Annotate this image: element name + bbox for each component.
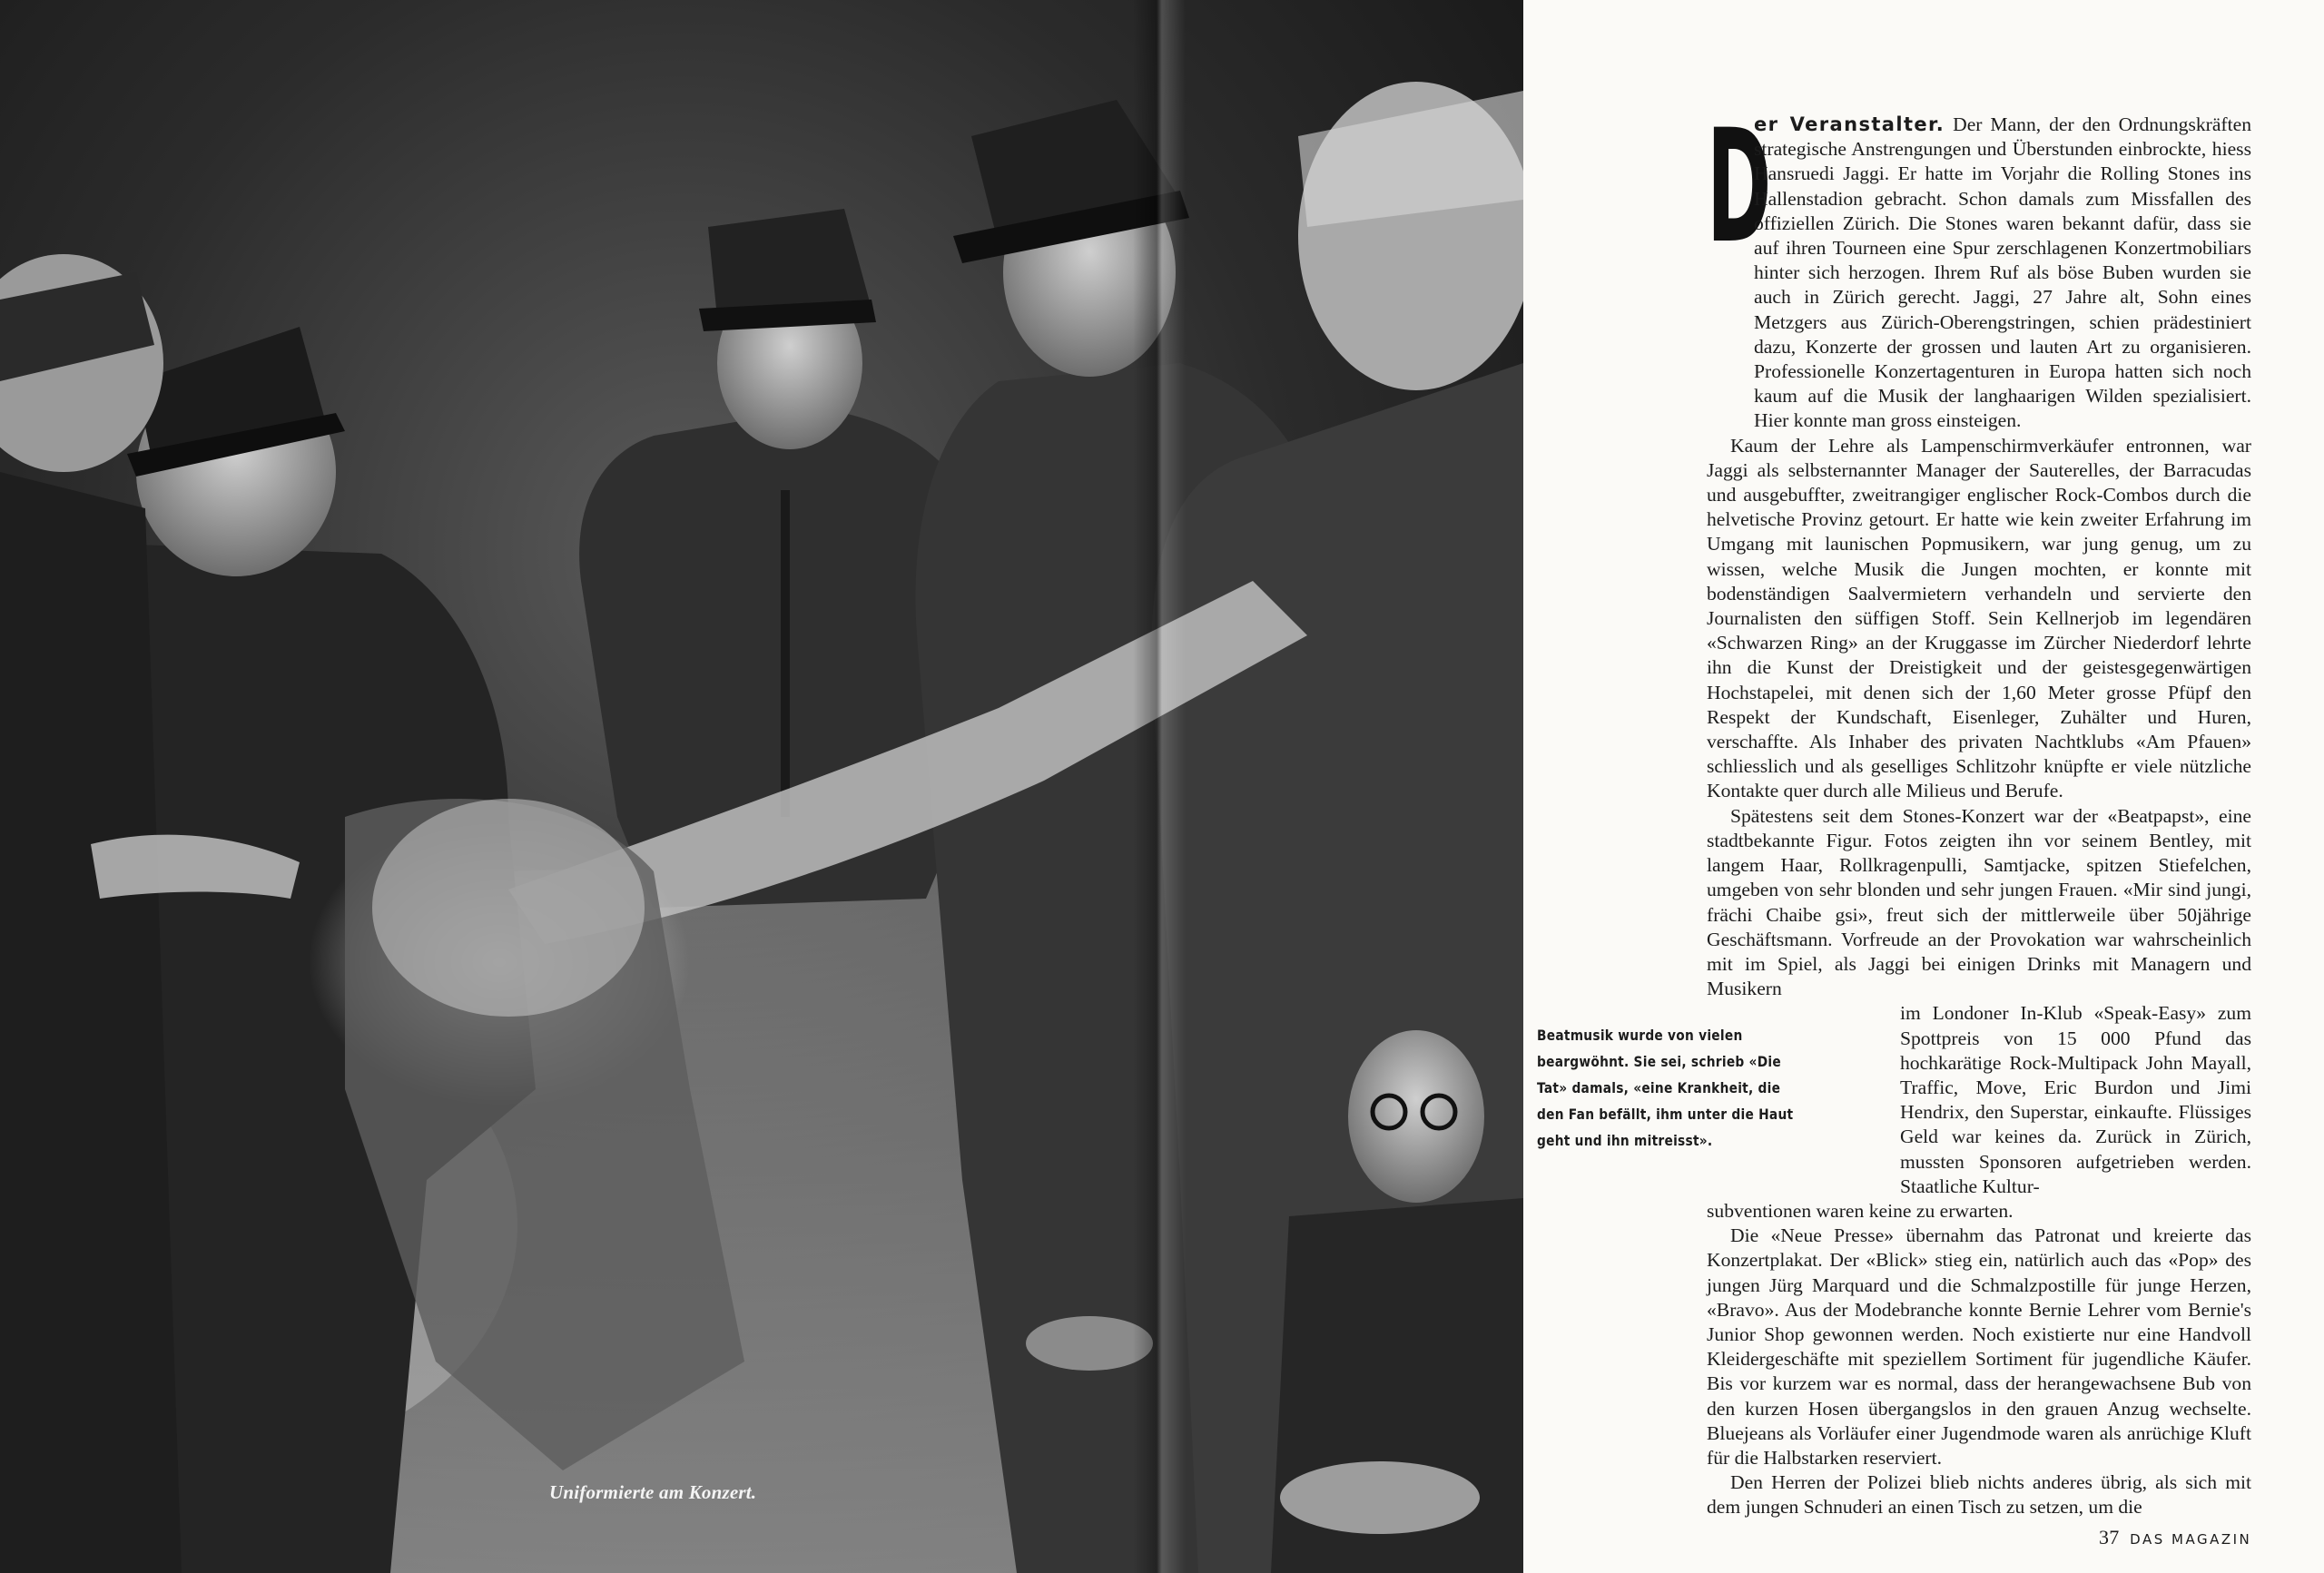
page-footer: [2099, 1526, 2251, 1549]
magazine-name: DAS MAGAZIN: [2130, 1531, 2252, 1548]
article-paragraph: Spätestens seit dem Stones-Konzert war der «Beatpapst», eine stadtbekannte Figur. Fotos zeigten ihn vor seinem Bentley, mit langem Haar, Rollkragenpulli, Samtjacke, spitzen Stiefelchen, umgeben von sehr blonden und sehr jungen Frauen. «Mir sind jungi, frächi Chaibe gsi», freut sich der mittlerweile über 50jährige Geschäftsmann. Vorfreude an der Provokation war wahrscheinlich mit im Spiel, als Jaggi bei einigen Drinks mit Managern und Musikern: [1707, 804, 2251, 1000]
article-paragraph: Die «Neue Presse» übernahm das Patronat und kreierte das Konzertplakat. Der «Blick» stieg ein, natürlich auch das «Pop» des jungen Jürg Marquard und die Schmalzpostille für junge Herzen, «Bravo». Aus der Modebranche konnte Bernie Lehrer vom Bernie's Junior Shop gewonnen werden. Noch existierte nur eine Handvoll Kleidergeschäfte mit speziellem Sortiment für jugendliche Käufer. Bis vor kurzem war es normal, dass der herangewachsene Bub von den kurzen Hosen übergangslos in den grauen Anzug wechselte. Bluejeans als Vorläufer einer Jugendmode waren als anrüchige Kluft für die Halbstarken reserviert.: [1707, 1224, 2251, 1469]
article-paragraph: Den Herren der Polizei blieb nichts anderes übrig, als sich mit dem jungen Schnuderi an einen Tisch zu setzen, um die: [1707, 1471, 2251, 1519]
side-caption: Beatmusik wurde von vielen beargwöhnt. Sie sei, schrieb «Die Tat» damals, «eine Krankheit, die den Fan befällt, ihm unter die Haut geht und ihn mitreisst».: [1537, 1027, 1794, 1149]
article-paragraph-indented: im Londoner In-Klub «Speak-Easy» zum Spottpreis von 15 000 Pfund das hochkarätige Rock-Multipack John Mayall, Traffic, Move, Eric Burdon und Jimi Hendrix, den Superstar, einkaufte. Flüssiges Geld war keines da. Zurück in Zürich, mussten Sponsoren aufgetrieben werden. Staatliche Kultur-: [1900, 1002, 2251, 1197]
article-body: [1707, 95, 2251, 1520]
page-gutter: [1133, 0, 1186, 1573]
article-paragraph: Kaum der Lehre als Lampenschirmverkäufer entronnen, war Jaggi als selbsternannter Manager der Sauterelles, der Barracudas und ausgebuffter, zweitrangiger englischer Rock-Combos durch die helvetische Provinz getourt. Er hatte wie kein zweiter Erfahrung im Umgang mit launischen Popmusikern, war jung genug, um zu wissen, welche Musik die Jungen mochten, er konnte mit bodenständigen Saalvermietern verhandeln und servierte den Journalisten den süffigen Stoff. Sein Kellnerjob im legendären «Schwarzen Ring» an der Kruggasse im Zürcher Niederdorf lehrte ihn die Kunst der Dreistigkeit und der geistesgegenwärtigen Hochstapelei, mit denen sich der 1,60 Meter grosse Pfüpf den Respekt der Kundschaft, Eisenleger, Zuhälter und Huren, verschaffte. Als Inhaber des privaten Nachtklubs «Am Pfauen» schliesslich und als geselliges Schlitzohr knüpfte er viele nützliche Kontakte quer durch alle Milieus und Berufe.: [1707, 434, 2251, 802]
photo-caption: Uniformierte am Konzert.: [549, 1481, 757, 1503]
article-paragraph: [1707, 95, 2251, 434]
article-paragraph-continued: subventionen waren keine zu erwarten.: [1707, 1199, 2014, 1222]
section-runin-heading: er Veranstalter.: [1754, 113, 1945, 135]
drop-cap: D: [1707, 95, 1772, 278]
page-number: 37: [2099, 1526, 2120, 1548]
paragraph-text: Der Mann, der den Ordnungskräften strategische Anstrengungen und Überstunden einbrockte, hiess Hansruedi Jaggi. Er hatte im Vorjahr die Rolling Stones ins Hallenstadion gebracht. Schon damals zum Missfallen des offiziellen Zürich. Die Stones waren bekannt dafür, dass sie auf ihren Tourneen eine Spur zerschlagenen Konzertmobiliars hinter sich herzogen. Ihrem Ruf als böse Buben wurden sie auch in Zürich gerecht. Jaggi, 27 Jahre alt, Sohn eines Metzgers aus Zürich-Oberengstringen, schien prädestiniert dazu, Konzerte der grossen und lauten Art zu organisieren. Professionelle Konzertagenturen in Europa hatten sich noch kaum auf die Musik der langhaarigen Wilden spezialisiert. Hier konnte man gross einsteigen.: [1754, 113, 2251, 432]
